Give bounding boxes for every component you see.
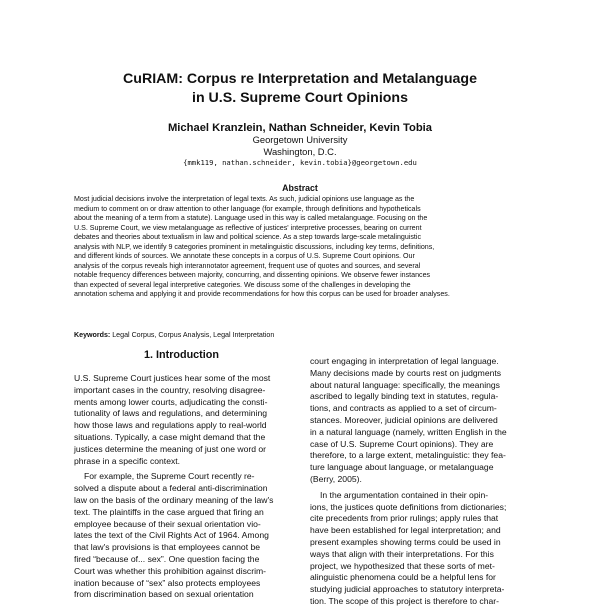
paragraph-line: fired “because of... sex”. One question facing the (74, 553, 260, 564)
abstract-line: analysis with NLP, we identify 9 categories prominent in metalinguistic discussions, including key terms, definitions, (74, 242, 435, 251)
paragraph-line: ination because of “sex” also protects employees (74, 577, 261, 588)
abstract-heading: Abstract (282, 183, 318, 193)
paragraph-line: law on the basis of the ordinary meaning of the law's (74, 494, 274, 505)
paragraph-line: studying judicial approaches to statutory interpreta- (310, 584, 505, 595)
section-heading-introduction: 1. Introduction (144, 349, 219, 361)
intro-paragraph-3 (310, 356, 525, 486)
abstract-body (74, 195, 527, 300)
intro-paragraph-1 (74, 373, 289, 467)
paragraph-line: tutionality of laws and regulations, and determining (74, 408, 267, 419)
abstract-line: U.S. Supreme Court, we view metalanguage as reflective of justices' interpretive processes, bearing on current (74, 223, 422, 232)
right-column (310, 356, 525, 608)
paragraph-line: lates the text of the Civil Rights Act of 1964. Among (74, 530, 269, 541)
paragraph-line: that law's provisions is that employees cannot be (74, 542, 261, 553)
abstract-line: Most judicial decisions involve the interpretation of legal texts. As such, judicial opinions use language as the (74, 195, 415, 203)
affiliation: Georgetown University (252, 134, 348, 145)
location: Washington, D.C. (263, 146, 337, 157)
intro-paragraph-4 (310, 490, 525, 608)
author-emails: {mmk119, nathan.schneider, kevin.tobia}@georgetown.edu (183, 158, 417, 167)
left-column (74, 348, 289, 601)
paragraph-line: project, we hypothesized that these sorts of met- (310, 560, 495, 571)
paragraph-line: how those laws and regulations apply to real-world (74, 420, 267, 431)
paragraph-line: important cases in the country, resolving disagree- (74, 384, 266, 395)
paragraph-line: employee because of their sexual orientation vio- (74, 518, 261, 529)
paragraph-line: solved a dispute about a federal anti-discrimination (74, 483, 268, 494)
paragraph-line: case of U.S. Supreme Court opinions). They are (310, 438, 494, 449)
paragraph-line: tions, and contracts as applied to a set of circum- (310, 403, 497, 414)
intro-paragraph-2 (74, 471, 289, 601)
paragraph-line: In the argumentation contained in their opin- (320, 489, 489, 500)
abstract-line: analysis of the corpus reveals high interannotator agreement, frequent use of quotes and sources, and several (74, 261, 421, 270)
paragraph-line: text. The plaintiffs in the case argued that firing an (74, 506, 264, 517)
keywords-list: Legal Corpus, Corpus Analysis, Legal Interpretation (110, 331, 275, 339)
abstract-line: than expected of several legal interpretive categories. We discuss some of the challenges in developing the (74, 280, 411, 289)
paragraph-line: For example, the Supreme Court recently re- (84, 471, 255, 482)
paragraph-line: have been established for legal interpretation; and (310, 525, 501, 536)
paragraph-line: ture language about language, or metalanguage (310, 462, 494, 473)
paragraph-line: alinguistic phenomena could be a helpful lens for (310, 572, 496, 583)
paragraph-line: in a natural language (namely, written English in the (310, 426, 507, 437)
paragraph-line: tion. The scope of this project is therefore to char- (310, 595, 499, 606)
paragraph-line: Court was whether this prohibition against discrim- (74, 565, 267, 576)
paper-title (60, 70, 540, 108)
paragraph-line: U.S. Supreme Court justices hear some of the most (74, 373, 271, 383)
keywords-label: Keywords: (74, 331, 111, 339)
paragraph-line: (Berry, 2005). (310, 473, 362, 484)
abstract-line: notable frequency differences between majority, concurring, and dissenting opinions. We observe fewer instances (74, 271, 431, 279)
abstract-line: and different kinds of sources. We annotate these concepts in a corpus of U.S. Supreme Court opinions. Our (74, 252, 415, 260)
paragraph-line: court engaging in interpretation of legal language. (310, 356, 499, 366)
paragraph-line: cite precedents from prior rulings; apply rules that (310, 513, 499, 524)
paragraph-line: present examples showing terms could be used in (310, 536, 501, 547)
paragraph-line: Many decisions made by courts rest on judgments (310, 367, 502, 378)
paragraph-line: ments among lower courts, adjudicating the consti- (74, 396, 268, 407)
paragraph-line: stances. Moreover, judicial opinions are delivered (310, 414, 498, 425)
abstract-line: about the meaning of a term from a statute). Language used in this way is called metalanguage. Focusing on the (74, 214, 428, 222)
paragraph-line: ascribed to legally binding text in statutes, regula- (310, 391, 499, 402)
keywords-line (74, 331, 527, 341)
paragraph-line: phrase in a specific context. (74, 455, 181, 466)
abstract-line: annotation schema and applying it and provide recommendations for how this corpus can be used for broader analyses. (74, 290, 450, 298)
abstract-line: debates and theories about textualism in law and political science. As a step towards large-scale metalinguistic (74, 233, 421, 241)
paragraph-line: from discrimination based on sexual orientation (74, 589, 254, 600)
paragraph-line: ways that align with their interpretations. For this (310, 548, 494, 559)
paragraph-line: justices determine the meaning of just one word or (74, 443, 267, 454)
author-list: Michael Kranzlein, Nathan Schneider, Kevin Tobia (167, 122, 432, 134)
paragraph-line: therefore, to a large extent, metalinguistic: they fea- (310, 450, 506, 461)
title-line: in U.S. Supreme Court Opinions (192, 90, 408, 106)
paragraph-line: situations. Typically, a case might demand that the (74, 431, 266, 442)
paragraph-line: about natural language: specifically, the meanings (310, 379, 500, 390)
title-line: CuRIAM: Corpus re Interpretation and Metalanguage (123, 71, 477, 87)
paragraph-line: ions, the justices quote definitions from dictionaries; (310, 501, 507, 512)
abstract-line: medium to comment on or draw attention to other language (for example, through definitions and hypotheticals (74, 204, 421, 213)
